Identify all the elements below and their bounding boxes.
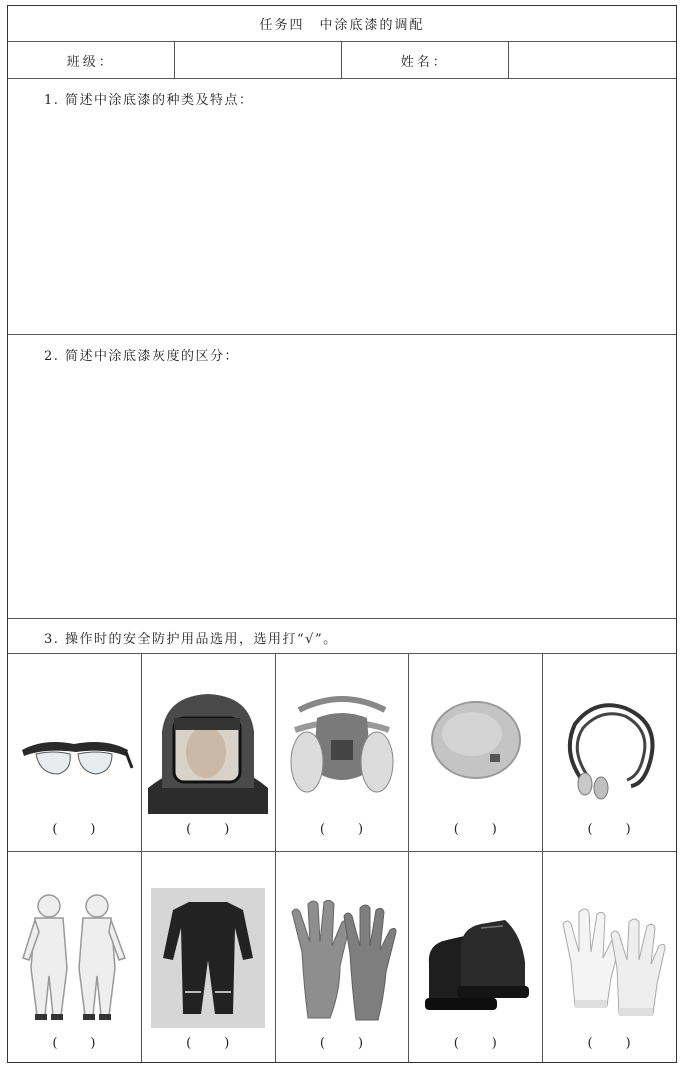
answer-paren-open: ( (319, 1036, 326, 1051)
safety-shoes-icon (419, 904, 533, 1024)
class-field[interactable] (175, 42, 343, 78)
dust-mask-icon (428, 698, 524, 782)
answer-paren-close: ) (90, 1036, 97, 1051)
answer-paren-open: ( (587, 822, 594, 837)
supplied-air-hood-icon (148, 688, 268, 814)
answer-paren-open: ( (453, 1036, 460, 1051)
answer-paren-close: ) (357, 822, 365, 837)
ppe-cell[interactable] (142, 852, 276, 1062)
question-3-text: 3. 操作时的安全防护用品选用，选用打“√”。 (44, 632, 338, 647)
answer-paren-close: ) (90, 822, 97, 837)
worksheet (7, 5, 677, 1063)
name-field[interactable] (509, 42, 677, 78)
name-label: 姓名： (342, 42, 509, 78)
answer-paren-close: ) (224, 1036, 231, 1051)
ppe-cell[interactable] (543, 852, 676, 1062)
answer-paren-open: ( (186, 822, 193, 837)
ppe-cell[interactable] (409, 852, 543, 1062)
ppe-row-2 (8, 852, 676, 1062)
answer-paren-open: ( (52, 1036, 59, 1051)
ppe-cell[interactable] (543, 654, 676, 851)
question-1[interactable] (8, 79, 676, 335)
ppe-cell[interactable] (276, 852, 410, 1062)
answer-paren-open: ( (186, 1036, 193, 1051)
answer-paren-close: ) (491, 1036, 498, 1051)
answer-paren-open: ( (587, 1036, 594, 1051)
question-2[interactable] (8, 335, 676, 619)
answer-paren-open: ( (453, 822, 460, 837)
corded-earplugs-icon (555, 694, 665, 804)
answer-paren-close: ) (625, 1036, 632, 1051)
cotton-gloves-icon (553, 902, 667, 1022)
ppe-cell[interactable] (276, 654, 410, 851)
safety-glasses-icon (14, 724, 134, 784)
ppe-cell[interactable] (8, 852, 142, 1062)
ppe-cell[interactable] (409, 654, 543, 851)
half-face-respirator-icon (287, 690, 397, 800)
question-1-text: 1. 简述中涂底漆的种类及特点： (44, 93, 254, 108)
ppe-cell[interactable] (142, 654, 276, 851)
info-row (8, 42, 676, 79)
answer-paren-close: ) (491, 822, 498, 837)
answer-paren-open: ( (319, 822, 326, 837)
answer-paren-close: ) (224, 822, 231, 837)
question-3 (8, 619, 676, 654)
answer-paren-close: ) (357, 1036, 365, 1051)
worksheet-title: 任务四 中涂底漆的调配 (8, 6, 676, 42)
work-overall-icon (151, 888, 265, 1028)
answer-paren-close: ) (625, 822, 632, 837)
nitrile-gloves-icon (284, 892, 400, 1022)
question-2-text: 2. 简述中涂底漆灰度的区分： (44, 349, 240, 364)
answer-paren-open: ( (52, 822, 59, 837)
protective-coverall-icon (15, 888, 133, 1028)
ppe-cell[interactable] (8, 654, 142, 851)
class-label: 班级： (8, 42, 175, 78)
ppe-row-1 (8, 654, 676, 852)
